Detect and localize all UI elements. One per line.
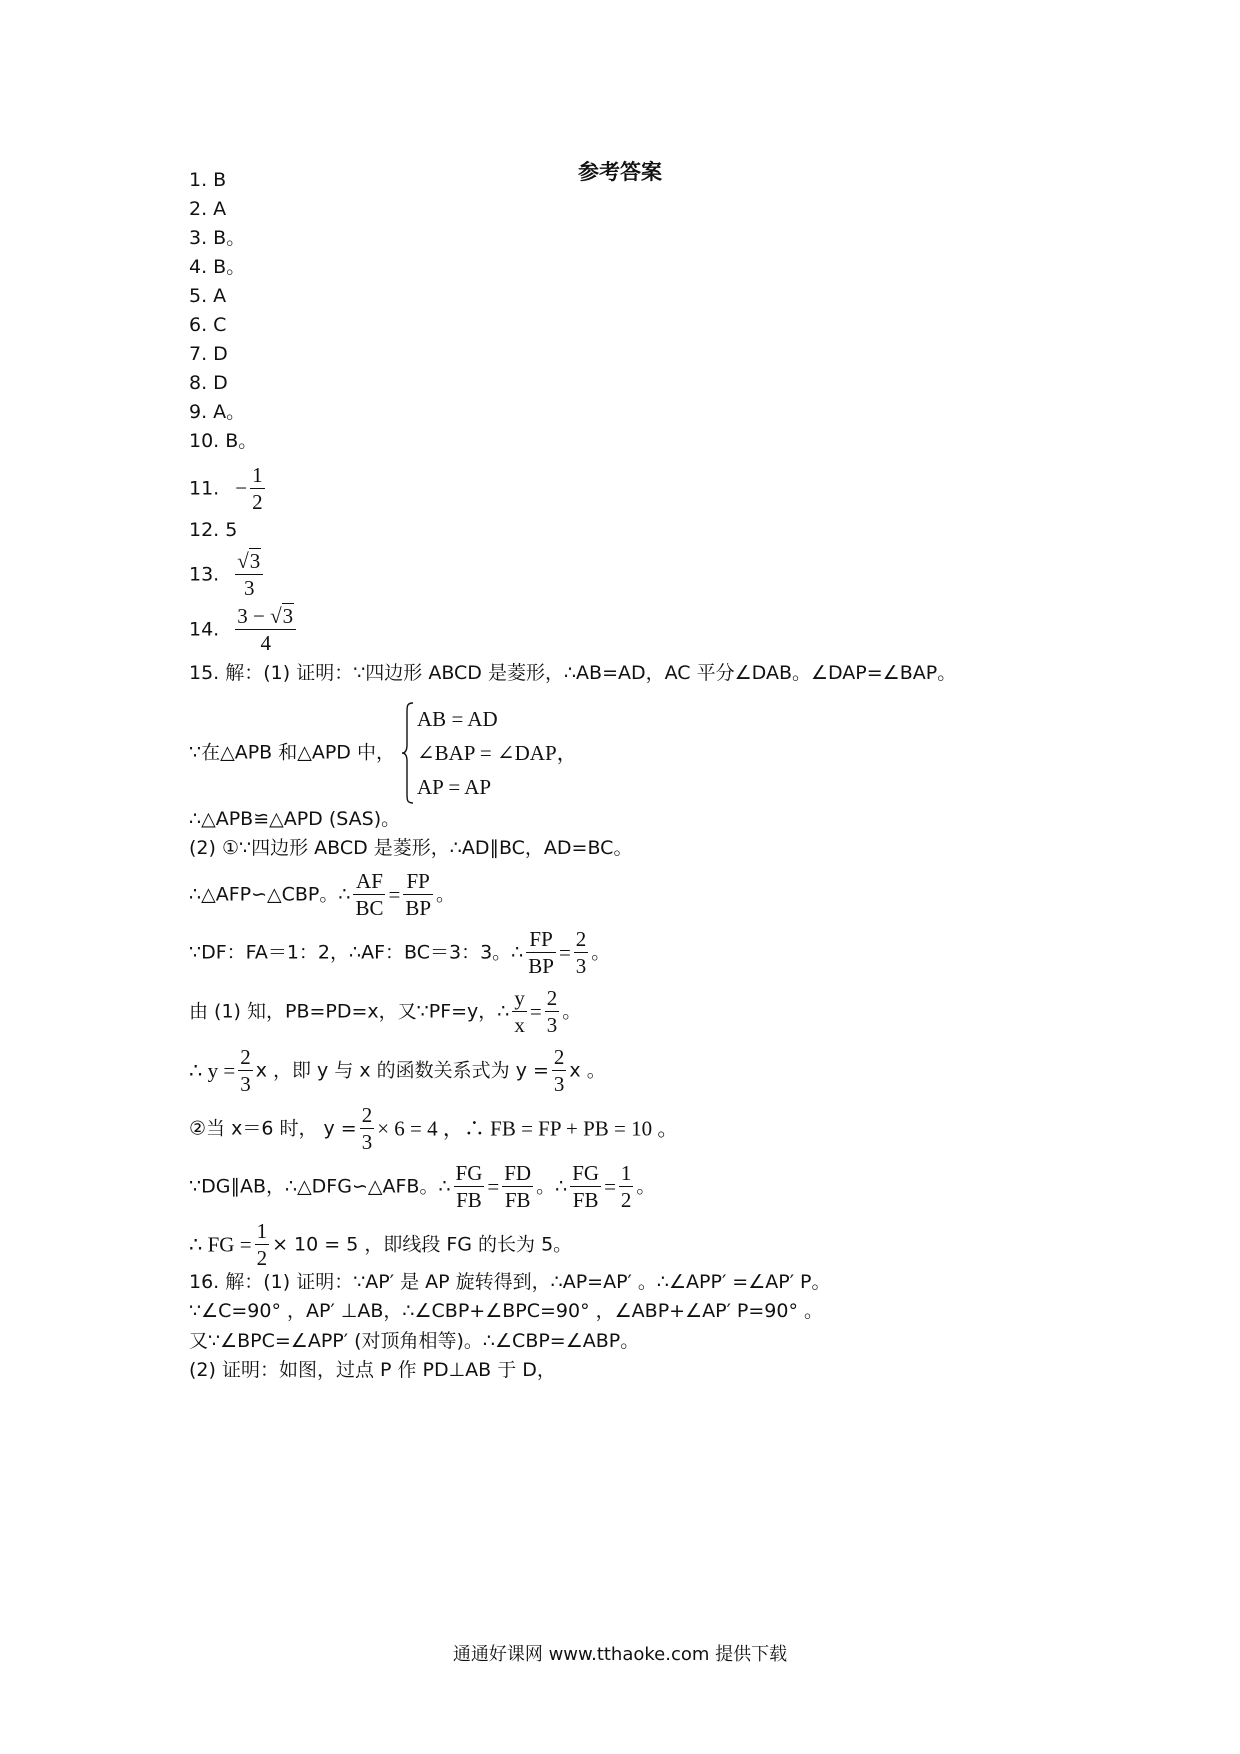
answer-11 <box>189 462 268 516</box>
answer-13-fraction <box>235 548 263 602</box>
fraction-denominator: 3 <box>244 576 255 601</box>
fraction-denominator: 3 <box>240 1072 251 1097</box>
answer-12: 12. 5 <box>189 519 238 541</box>
fraction-numerator: FD <box>502 1160 533 1187</box>
equals-sign: = <box>487 1174 500 1199</box>
answer-7: 7. D <box>189 343 228 365</box>
answer-14-number: 14. <box>189 618 220 641</box>
fraction-numerator: 2 <box>545 985 560 1012</box>
period: 。 <box>636 1175 656 1198</box>
period-therefore: 。∴ <box>536 1175 568 1198</box>
sqrt-symbol: √3 <box>270 604 294 628</box>
q15-line-11-start: ∴ FG = <box>189 1232 252 1257</box>
fraction-fp-bp <box>403 868 433 922</box>
fraction-numerator: 1 <box>250 462 265 489</box>
answer-11-number: 11. <box>189 477 220 500</box>
answer-6: 6. C <box>189 314 227 336</box>
fraction-denominator: 2 <box>256 1246 268 1271</box>
period: 。 <box>591 941 611 964</box>
q15-line-2-prefix: ∵在△APB 和△APD 中， <box>189 741 395 764</box>
fraction-numerator: FP <box>403 868 433 895</box>
q16-line-2: ∵∠C=90° ，AP′ ⊥AB，∴∠CBP+∠BPC=90° ，∠ABP+∠AP′ P=90° 。 <box>189 1300 824 1322</box>
system-line-3: AP = AP <box>417 775 492 799</box>
q15-line-6 <box>189 926 610 980</box>
fraction-one-half <box>255 1218 270 1272</box>
fraction-denominator: 2 <box>252 490 263 515</box>
q15-line-11 <box>189 1218 572 1272</box>
equals-sign: = <box>558 940 571 965</box>
fraction-fg-fb <box>454 1160 485 1214</box>
fraction-y-x <box>512 985 527 1039</box>
fraction-numerator: 1 <box>255 1218 270 1245</box>
fraction-two-thirds <box>238 1044 253 1098</box>
radicand: 3 <box>249 549 261 573</box>
q15-line-10 <box>189 1160 655 1214</box>
q15-line-9 <box>189 1102 678 1156</box>
fraction-numerator: 2 <box>552 1044 567 1071</box>
fraction-denominator: FB <box>572 1188 599 1213</box>
q15-line-7 <box>189 985 581 1039</box>
q15-line-3: ∴△APB≌△APD (SAS)。 <box>189 808 401 830</box>
q15-line-1: 15. 解：(1) 证明：∵四边形 ABCD 是菱形，∴AB=AD，AC 平分∠DAB。∠DAP=∠BAP。 <box>189 662 957 684</box>
answer-14 <box>189 603 299 657</box>
answer-8: 8. D <box>189 372 228 394</box>
q15-line-8-end: x 。 <box>569 1059 606 1082</box>
left-brace-icon <box>401 702 415 804</box>
answer-9: 9. A。 <box>189 401 246 423</box>
fraction-numerator: FP <box>526 926 556 953</box>
period: 。 <box>436 883 456 906</box>
fraction-denominator: FB <box>456 1188 482 1213</box>
fraction-numerator: y <box>512 985 527 1012</box>
q15-line-9-start: ②当 x＝6 时， y = <box>189 1117 357 1140</box>
q15-line-11-end: × 10 = 5 ，即线段 FG 的长为 5。 <box>272 1233 573 1256</box>
q15-congruence-setup <box>189 702 578 804</box>
fraction-denominator: 3 <box>575 954 587 979</box>
fraction-one-half <box>619 1160 634 1214</box>
fraction-numerator: 2 <box>574 926 589 953</box>
fraction-numerator <box>235 603 296 630</box>
fraction-numerator: 2 <box>238 1044 253 1071</box>
page-footer: 通通好课网 www.tthaoke.com 提供下载 <box>452 1644 788 1665</box>
q15-line-8-start: ∴ y = <box>189 1058 236 1083</box>
fraction-denominator: BP <box>528 954 554 979</box>
fraction-numerator: FG <box>454 1160 485 1187</box>
radicand: 3 <box>282 604 294 628</box>
fraction-numerator: 1 <box>619 1160 634 1187</box>
q16-line-3: 又∵∠BPC=∠APP′ (对顶角相等)。∴∠CBP=∠ABP。 <box>189 1330 640 1352</box>
answer-2: 2. A <box>189 198 227 220</box>
fraction-denominator: 3 <box>546 1013 558 1038</box>
q15-line-8-middle: x ，即 y 与 x 的函数关系式为 y = <box>255 1059 549 1082</box>
period: 。 <box>562 1000 582 1023</box>
fraction-denominator: 3 <box>361 1130 373 1155</box>
q16-line-4: (2) 证明：如图，过点 P 作 PD⊥AB 于 D， <box>189 1359 556 1381</box>
fraction-numerator: 2 <box>360 1102 375 1129</box>
q15-line-8 <box>189 1044 606 1098</box>
answer-3: 3. B。 <box>189 227 246 249</box>
fraction-numerator: FG <box>570 1160 601 1187</box>
q15-line-10-start: ∵DG∥AB，∴△DFG∽△AFB。∴ <box>189 1175 451 1198</box>
numerator-term: 3 − <box>237 604 271 628</box>
fraction-two-thirds <box>360 1102 375 1156</box>
answer-11-sign: − <box>235 476 248 501</box>
system-line-2: ∠BAP = ∠DAP， <box>417 741 578 765</box>
fraction-denominator: x <box>514 1013 525 1038</box>
fraction-denominator: FB <box>504 1188 531 1213</box>
q15-line-9-end: × 6 = 4 ，∴ FB = FP + PB = 10 。 <box>377 1116 679 1141</box>
equals-sign: = <box>529 999 542 1024</box>
answer-13-number: 13. <box>189 563 220 586</box>
q15-line-6-prefix: ∵DF：FA＝1：2，∴AF：BC＝3：3。∴ <box>189 941 524 964</box>
answer-11-fraction <box>250 462 265 516</box>
equals-sign: = <box>388 882 401 907</box>
fraction-numerator <box>235 548 263 575</box>
fraction-denominator: 2 <box>620 1188 632 1213</box>
q15-line-4: (2) ①∵四边形 ABCD 是菱形，∴AD∥BC，AD=BC。 <box>189 837 633 859</box>
sqrt-symbol: √3 <box>237 549 261 573</box>
answer-14-fraction <box>235 603 296 657</box>
answer-10: 10. B。 <box>189 430 258 452</box>
fraction-two-thirds <box>545 985 560 1039</box>
q15-line-5-prefix: ∴△AFP∽△CBP。∴ <box>189 883 351 906</box>
q15-line-5 <box>189 868 455 922</box>
answer-1: 1. B <box>189 169 227 191</box>
fraction-two-thirds <box>574 926 589 980</box>
fraction-denominator: 3 <box>553 1072 565 1097</box>
fraction-numerator: AF <box>353 868 385 895</box>
fraction-fp-bp <box>526 926 556 980</box>
fraction-denominator: 4 <box>260 631 271 656</box>
answer-4: 4. B。 <box>189 256 246 278</box>
fraction-af-bc <box>353 868 385 922</box>
q15-line-7-prefix: 由 (1) 知，PB=PD=x，又∵PF=y，∴ <box>189 1000 510 1023</box>
equation-system <box>401 702 578 804</box>
system-line-1: AB = AD <box>417 707 498 731</box>
equals-sign: = <box>604 1174 616 1199</box>
fraction-fd-fb <box>502 1160 533 1214</box>
page-title: 参考答案 <box>578 160 662 184</box>
answer-5: 5. A <box>189 285 227 307</box>
answer-13 <box>189 548 266 602</box>
fraction-denominator: BC <box>355 896 384 921</box>
fraction-two-thirds-repeat <box>552 1044 567 1098</box>
fraction-denominator: BP <box>405 896 432 921</box>
q16-line-1: 16. 解：(1) 证明：∵AP′ 是 AP 旋转得到，∴AP=AP′ 。∴∠APP′ =∠AP′ P。 <box>189 1271 831 1293</box>
fraction-fg-fb-2 <box>570 1160 601 1214</box>
